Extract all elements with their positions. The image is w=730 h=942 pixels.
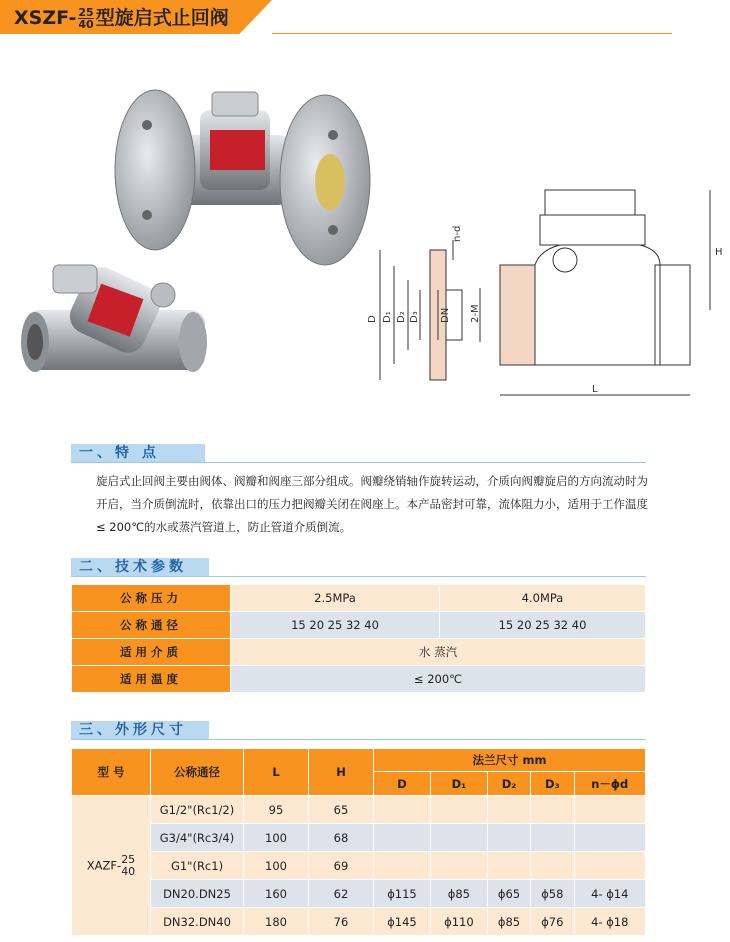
table-cell: ϕ115 — [374, 880, 431, 908]
table-cell: 100 — [244, 852, 309, 880]
table-cell: ϕ85 — [430, 880, 487, 908]
table-cell — [487, 824, 530, 852]
dim-label-h: H — [715, 247, 723, 258]
table-cell: 95 — [244, 796, 309, 824]
product-photos — [15, 80, 360, 400]
section-divider — [71, 576, 646, 577]
dim-label-nd: n-d — [452, 225, 463, 242]
row-label: 公称通径 — [72, 612, 231, 639]
header-d1: D₁ — [430, 772, 487, 796]
table-row — [72, 666, 646, 693]
table-cell: 76 — [309, 908, 374, 936]
dim-label-d1: D₁ — [382, 311, 393, 323]
row-label: 适用温度 — [72, 666, 231, 693]
dim-label-m: 2-M — [470, 304, 481, 323]
section-divider — [71, 462, 646, 463]
table-cell: DN32.DN40 — [151, 908, 244, 936]
table-cell: ϕ145 — [374, 908, 431, 936]
header-h: H — [309, 749, 374, 796]
table-cell — [531, 796, 574, 824]
table-cell: 160 — [244, 880, 309, 908]
table-row — [72, 612, 646, 639]
header-dn: 公称通径 — [151, 749, 244, 796]
table-cell: ϕ65 — [487, 880, 530, 908]
table-cell: ϕ58 — [531, 880, 574, 908]
dim-label-d: D — [367, 315, 378, 323]
dim-label-d2: D₂ — [396, 311, 407, 323]
header-d2: D₂ — [487, 772, 530, 796]
table-cell: 180 — [244, 908, 309, 936]
table-cell: 2.5MPa — [231, 585, 440, 612]
table-cell: 62 — [309, 880, 374, 908]
section-header-params: 二、技术参数 — [71, 558, 209, 576]
table-cell — [374, 796, 431, 824]
section-header-features: 一、特 点 — [71, 444, 205, 462]
tech-params-table — [71, 584, 646, 693]
technical-drawing — [360, 180, 723, 410]
header-d3: D₃ — [531, 772, 574, 796]
table-row — [72, 796, 646, 824]
section-divider — [71, 739, 646, 740]
row-label: 适用介质 — [72, 639, 231, 666]
table-cell — [430, 796, 487, 824]
header-model: 型 号 — [72, 749, 151, 796]
table-cell: 68 — [309, 824, 374, 852]
table-cell: 69 — [309, 852, 374, 880]
header-flange: 法兰尺寸 mm — [374, 749, 646, 772]
table-cell — [531, 852, 574, 880]
table-cell: DN20.DN25 — [151, 880, 244, 908]
title-underline — [272, 33, 672, 34]
table-cell: 4- ϕ18 — [574, 908, 646, 936]
table-cell: 4.0MPa — [440, 585, 646, 612]
table-row — [72, 908, 646, 936]
title-fraction: $\frac{25}{40}$ — [78, 6, 94, 31]
row-label: 公称压力 — [72, 585, 231, 612]
table-cell — [487, 852, 530, 880]
table-cell: 65 — [309, 796, 374, 824]
table-cell — [374, 824, 431, 852]
dimensions-table — [71, 748, 646, 936]
table-cell: 15 20 25 32 40 — [440, 612, 646, 639]
table-cell — [374, 852, 431, 880]
table-cell: G1/2"(Rc1/2) — [151, 796, 244, 824]
flanged-valve-photo — [115, 90, 370, 265]
table-cell: 水 蒸汽 — [231, 639, 646, 666]
section-header-dims: 三、外形尺寸 — [71, 721, 209, 739]
table-cell — [430, 824, 487, 852]
model-cell: XAZF- 25 40 — [72, 796, 151, 936]
table-cell: ϕ85 — [487, 908, 530, 936]
dim-label-dn: DN — [440, 307, 451, 323]
table-cell — [574, 796, 646, 824]
table-cell: ≤ 200℃ — [231, 666, 646, 693]
table-row — [72, 880, 646, 908]
table-cell — [487, 796, 530, 824]
table-row — [72, 585, 646, 612]
table-row — [72, 824, 646, 852]
threaded-valve-photo — [21, 261, 207, 372]
table-cell: 4- ϕ14 — [574, 880, 646, 908]
dim-label-l: L — [592, 384, 598, 395]
table-cell — [430, 852, 487, 880]
table-cell — [531, 824, 574, 852]
features-paragraph: 旋启式止回阀主要由阀体、阀瓣和阀座三部分组成。阀瓣绕销轴作旋转运动，介质向阀瓣旋启的方向流动时为开启，当介质倒流时，依靠出口的压力把阀瓣关闭在阀座上。本产品密封可靠，流体阻力小，适用于工作温度≤ 200℃的水或蒸汽管道上，防止管道介质倒流。 — [96, 474, 648, 534]
table-cell: ϕ110 — [430, 908, 487, 936]
table-cell — [574, 852, 646, 880]
table-row — [72, 852, 646, 880]
table-cell — [574, 824, 646, 852]
header-d: D — [374, 772, 431, 796]
table-cell: ϕ76 — [531, 908, 574, 936]
table-cell: 15 20 25 32 40 — [231, 612, 440, 639]
header-l: L — [244, 749, 309, 796]
header-nd: n－ϕd — [574, 772, 646, 796]
dim-label-d3: D₃ — [409, 311, 420, 323]
page-title: XSZF- $\frac{25}{40}$ 型旋启式止回阀 — [14, 6, 229, 31]
table-row — [72, 639, 646, 666]
table-cell: G3/4"(Rc3/4) — [151, 824, 244, 852]
table-cell: G1"(Rc1) — [151, 852, 244, 880]
table-cell: 100 — [244, 824, 309, 852]
